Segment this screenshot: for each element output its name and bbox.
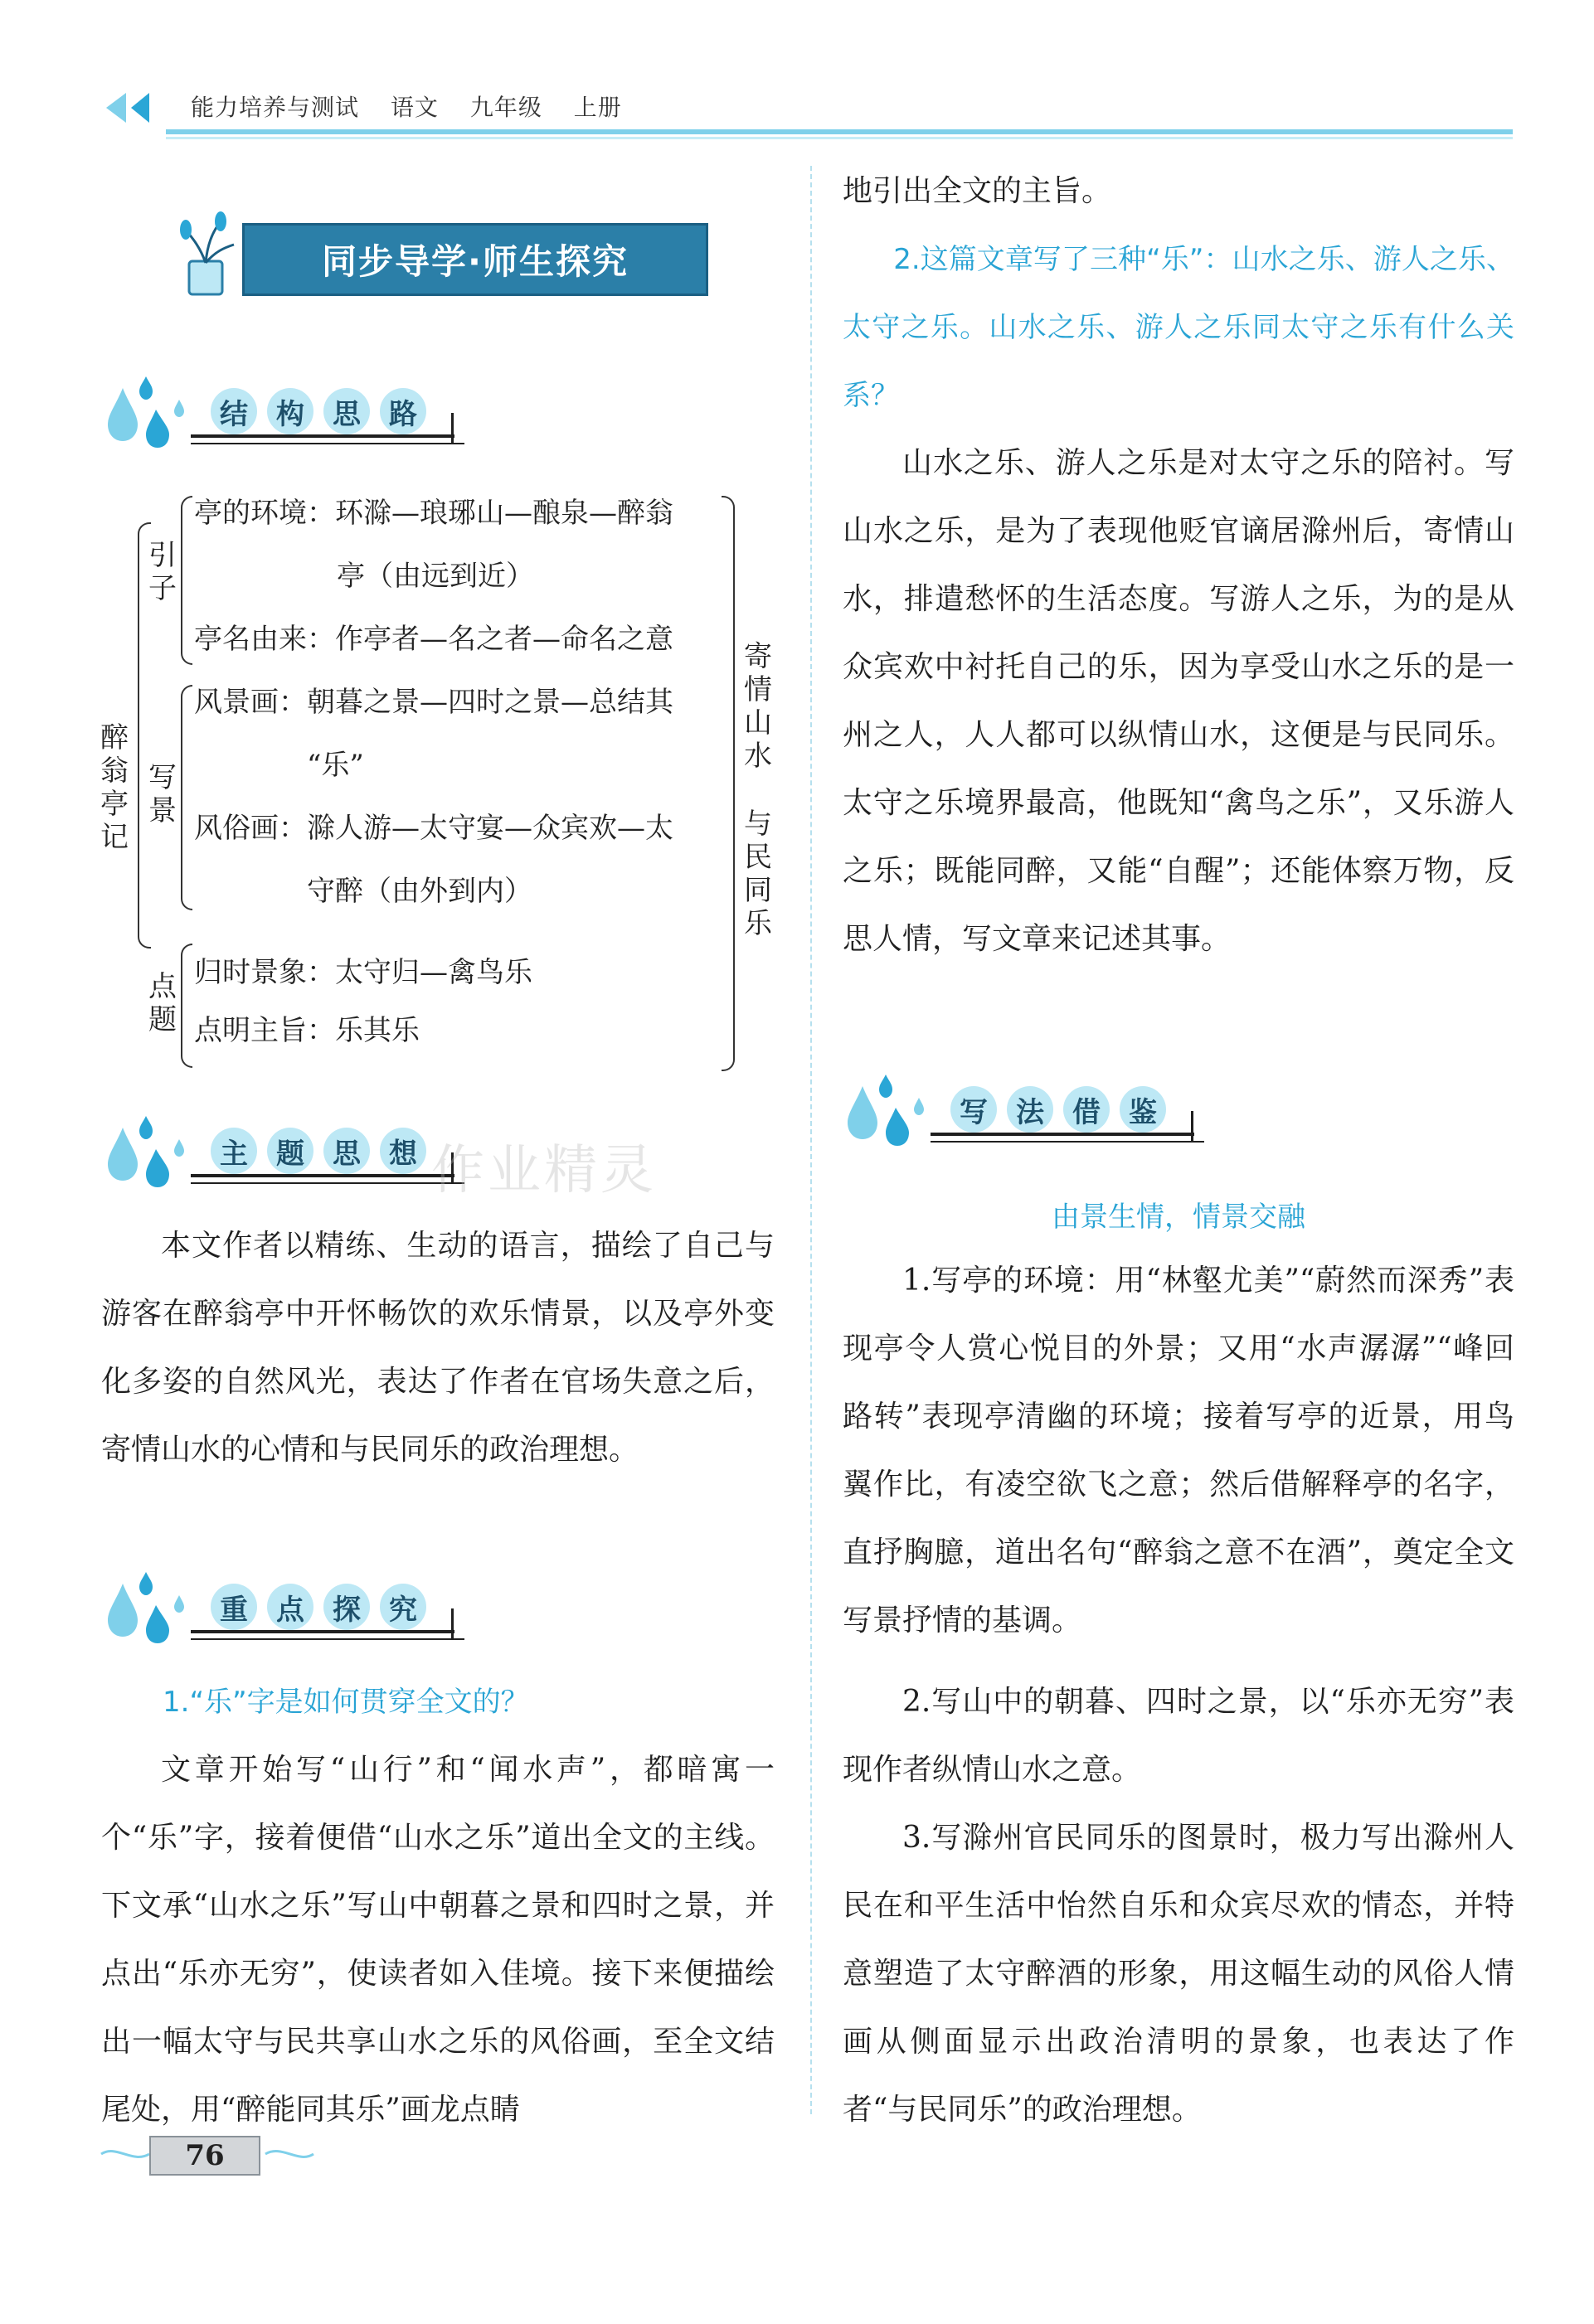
section-banner	[174, 211, 722, 303]
header-rule	[166, 129, 1513, 134]
section-theme-heading	[98, 1111, 479, 1202]
heading-underline-2	[931, 1141, 1204, 1143]
water-drops-icon	[838, 1070, 937, 1161]
section-writing-heading	[838, 1070, 1219, 1161]
branch-label-scenery: 写景	[148, 761, 177, 827]
heading-char: 构	[267, 388, 313, 434]
heading-char: 结	[211, 388, 257, 434]
diagram-item: 风景画：朝暮之景—四时之景—总结其	[194, 686, 673, 719]
banner-title: 同步导学·师生探究	[322, 241, 629, 282]
point-brace	[181, 944, 192, 1068]
question-2: 2.这篇文章写了三种“乐”：山水之乐、游人之乐、太守之乐。山水之乐、游人之乐同太守之乐有什么关系？	[843, 243, 1514, 412]
page-number: 76	[149, 2136, 260, 2176]
book-title: 能力培养与测试	[191, 94, 360, 121]
diagram-root: 醉翁亭记	[100, 721, 129, 854]
banner-box	[242, 223, 708, 296]
theme-paragraph: 本文作者以精练、生动的语言，描绘了自己与游客在醉翁亭中开怀畅饮的欢乐情景，以及亭外变化多姿的自然风光，表达了作者在官场失意之后，寄情山水的心情和与民同乐的政治理想。	[101, 1229, 775, 1467]
water-drops-icon	[98, 371, 197, 463]
heading-char: 思	[323, 1128, 370, 1174]
diagram-item: 守醉（由外到内）	[307, 875, 532, 908]
heading-tick	[451, 413, 454, 444]
heading-underline-2	[191, 1638, 464, 1640]
heading-underline	[191, 1174, 454, 1177]
grade: 九年级	[469, 94, 542, 121]
question-1: 1.“乐”字是如何贯穿全文的？	[163, 1686, 529, 1719]
header-rule-secondary	[166, 137, 1513, 139]
right-label-1: 寄情山水	[744, 640, 772, 773]
heading-char: 写	[950, 1086, 997, 1133]
heading-char: 点	[267, 1584, 313, 1630]
heading-char: 究	[380, 1584, 426, 1630]
page-number-ornament	[100, 2129, 315, 2179]
intro-brace	[181, 496, 192, 665]
heading-tick	[451, 1608, 454, 1640]
subject: 语文	[390, 94, 439, 121]
scenery-brace	[181, 685, 192, 910]
heading-char: 路	[380, 388, 426, 434]
answer-1-continued: 地引出全文的主旨。	[843, 174, 1112, 208]
heading-char: 鉴	[1120, 1086, 1166, 1133]
right-brace	[722, 496, 735, 1071]
heading-char: 重	[211, 1584, 257, 1630]
heading-tick	[1191, 1111, 1193, 1143]
running-header	[191, 90, 645, 123]
heading-underline-2	[191, 1182, 464, 1184]
diagram-item: “乐”	[307, 749, 364, 782]
water-drops-icon	[98, 1567, 197, 1658]
heading-underline-2	[191, 443, 464, 444]
answer-1: 文章开始写“山行”和“闻水声”，都暗寓一个“乐”字，接着便借“山水之乐”道出全文的主线。下文承“山水之乐”写山中朝暮之景和四时之景，并点出“乐亦无穷”，使读者如入佳境。接下来便描绘出一幅太守与民共享山水之乐的风俗画，至全文结尾处，用“醉能同其乐”画龙点睛	[101, 1753, 775, 2127]
heading-char: 主	[211, 1128, 257, 1174]
diagram-item: 风俗画：滁人游—太守宴—众宾欢—太	[194, 812, 673, 845]
water-drops-icon	[98, 1111, 197, 1202]
diagram-item: 亭名由来：作亭者—名之者—命名之意	[194, 623, 673, 656]
heading-char: 题	[267, 1128, 313, 1174]
section-structure-heading	[98, 371, 479, 463]
diagram-item: 点明主旨：乐其乐	[194, 1014, 420, 1047]
heading-char: 法	[1007, 1086, 1053, 1133]
diagram-item: 亭的环境：环滁—琅琊山—酿泉—醉翁	[194, 497, 673, 530]
section-key-heading	[98, 1567, 479, 1658]
writing-point-3: 3.写滁州官民同乐的图景时，极力写出滁州人民在和平生活中怡然自乐和众宾尽欢的情态，并特意塑造了太守醉酒的形象，用这幅生动的风俗人情画从侧面显示出政治清明的景象，也表达了作者“与民同乐”的政治理想。	[843, 1821, 1514, 2127]
heading-char: 探	[323, 1584, 370, 1630]
heading-char: 想	[380, 1128, 426, 1174]
watermark: 作业精灵	[431, 1140, 657, 1201]
heading-char: 借	[1063, 1086, 1110, 1133]
right-label-2: 与民同乐	[744, 808, 772, 940]
answer-2: 山水之乐、游人之乐是对太守之乐的陪衬。写山水之乐，是为了表现他贬官谪居滁州后，寄情山水，排遣愁怀的生活态度。写游人之乐，为的是从众宾欢中衬托自己的乐，因为享受山水之乐的是一州之人，人人都可以纵情山水，这便是与民同乐。太守之乐境界最高，他既知“禽鸟之乐”，又乐游人之乐；既能同醉，又能“自醒”；还能体察万物，反思人情，写文章来记述其事。	[843, 446, 1514, 956]
branch-label-point: 点题	[148, 970, 177, 1036]
diagram-item: 归时景象：太守归—禽鸟乐	[194, 956, 532, 989]
heading-underline	[191, 1630, 454, 1633]
heading-underline	[191, 434, 454, 438]
branch-label-intro: 引子	[148, 539, 177, 605]
writing-point-2: 2.写山中的朝暮、四时之景，以“乐亦无穷”表现作者纵情山水之意。	[843, 1685, 1514, 1787]
heading-char: 思	[323, 388, 370, 434]
writing-point-1: 1.写亭的环境：用“林壑尤美”“蔚然而深秀”表现亭令人赏心悦目的外景；又用“水声潺潺”“峰回路转”表现亭清幽的环境；接着写亭的近景，用鸟翼作比，有凌空欲飞之意；然后借解释亭的名字，直抒胸臆，道出名句“醉翁之意不在酒”，奠定全文写景抒情的基调。	[843, 1264, 1514, 1637]
writing-subtitle: 由景生情，情景交融	[1052, 1201, 1305, 1234]
diagram-item: 亭（由远到近）	[337, 560, 534, 593]
heading-underline	[931, 1133, 1194, 1136]
column-divider	[810, 166, 812, 2114]
plant-icon	[174, 211, 249, 303]
volume: 上册	[573, 94, 622, 121]
header-arrow-icon	[98, 90, 164, 126]
